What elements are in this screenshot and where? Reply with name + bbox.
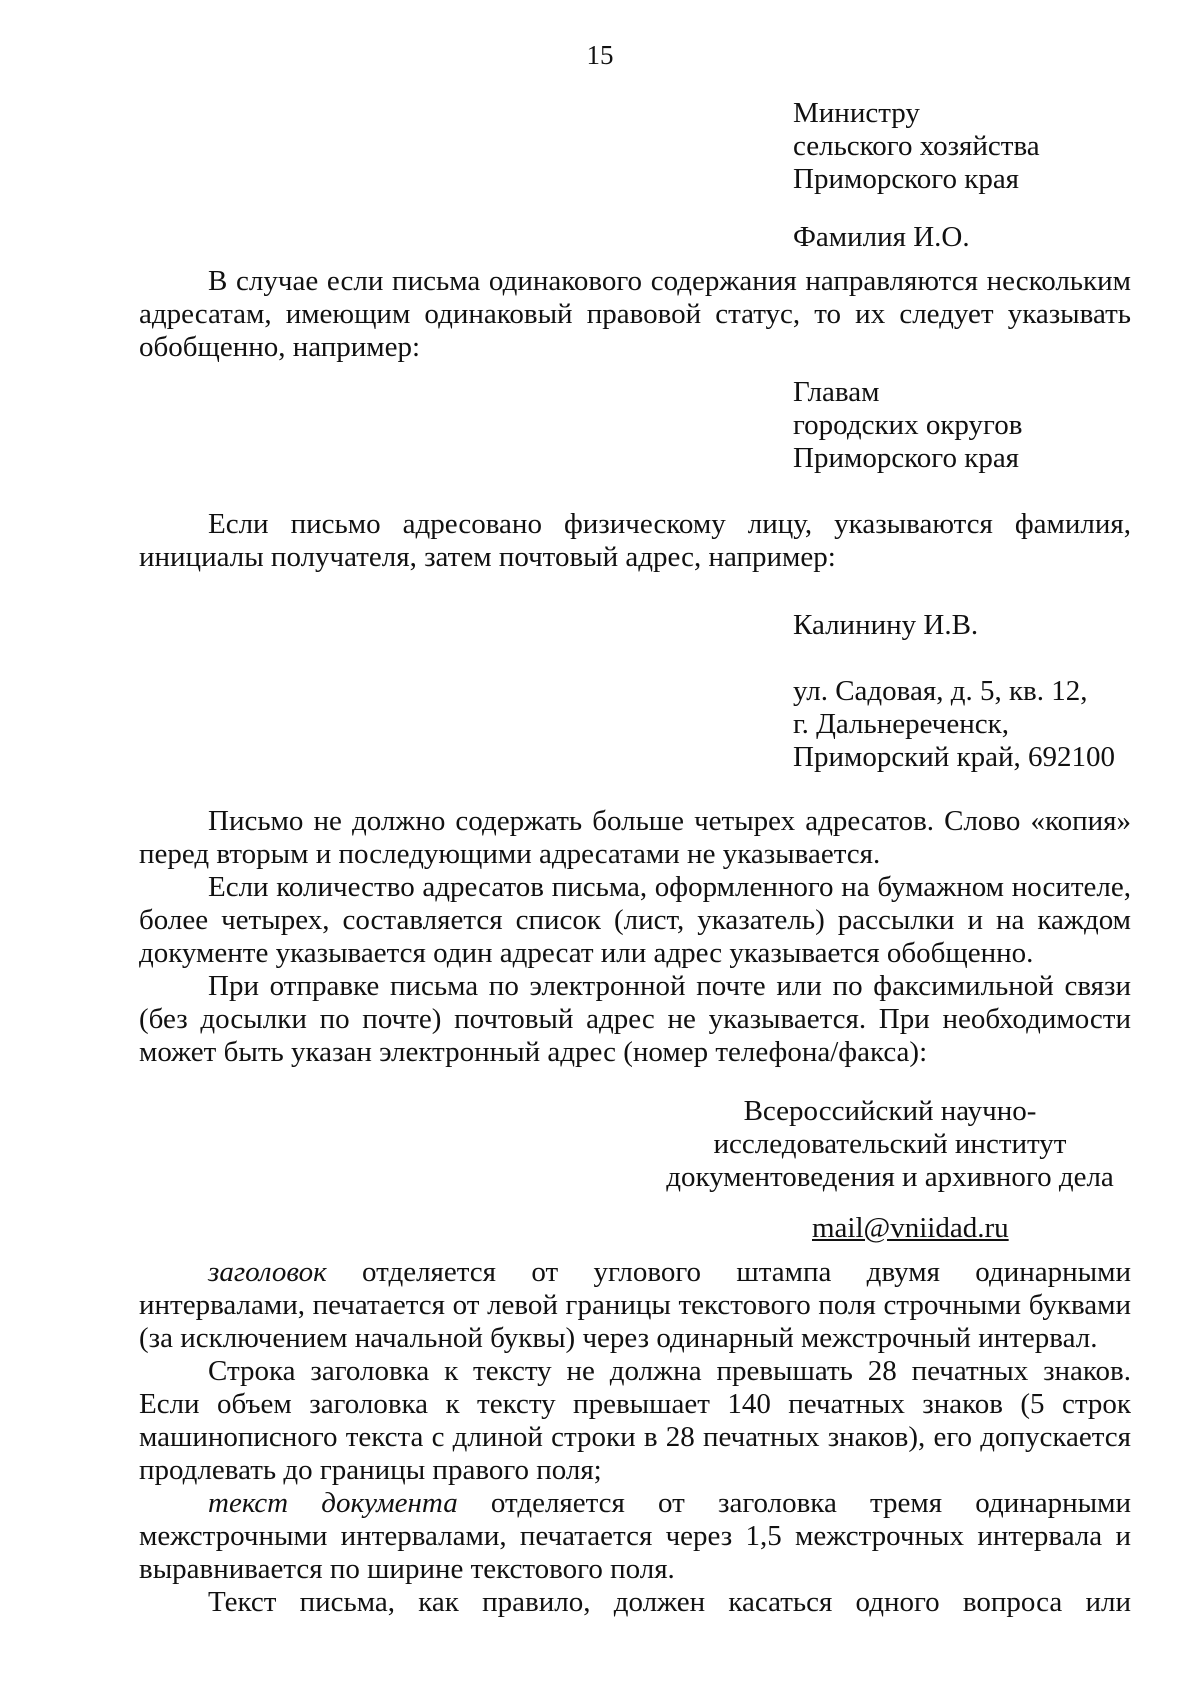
paragraph-limit — [139, 805, 1131, 871]
text-line — [139, 1256, 1131, 1289]
address-line: г. Дальнереченск, — [793, 708, 1009, 740]
text-line: продлевать до границы правого поля; — [139, 1454, 602, 1486]
text-line: может быть указан электронный адрес (номер телефона/факса): — [139, 1036, 928, 1068]
institute-email: mail@vniidad.ru — [812, 1212, 1009, 1244]
text-line: В случае если письма одинакового содержания направляются нескольким — [208, 265, 1131, 297]
text-line: машинописного текста с длиной строки в 28 печатных знаков), его допускается — [139, 1421, 1131, 1453]
addressee-line: Министру — [793, 97, 920, 129]
institute-addressee — [650, 1095, 1130, 1194]
institute-line: документоведения и архивного дела — [666, 1161, 1114, 1193]
paragraph-individual — [139, 508, 1131, 574]
addressee-line: Приморского края — [793, 442, 1020, 474]
paragraph-generic-addressees — [139, 265, 1131, 364]
text-line: Если количество адресатов письма, оформленного на бумажном носителе, — [208, 871, 1131, 903]
text-line: (за исключением начальной буквы) через одинарный межстрочный интервал. — [139, 1322, 1098, 1354]
minister-name: Фамилия И.О. — [793, 221, 970, 253]
text-line: Текст письма, как правило, должен касаться одного вопроса или — [208, 1586, 1131, 1618]
paragraph-more-addressees — [139, 871, 1131, 970]
addressee-line: Приморского края — [793, 163, 1020, 195]
text-line: При отправке письма по электронной почте или по факсимильной связи — [208, 970, 1131, 1002]
text-line: интервалами, печатается от левой границы текстового поля строчными буквами — [139, 1289, 1131, 1321]
paragraph-heading-length — [139, 1355, 1131, 1487]
paragraph-letter-text — [139, 1586, 1131, 1619]
individual-name: Калинину И.В. — [793, 609, 979, 641]
paragraph-heading — [139, 1256, 1131, 1355]
heading-term: заголовок — [208, 1256, 327, 1288]
text-term: текст документа — [208, 1487, 458, 1519]
text-line: Если письмо адресовано физическому лицу, указываются фамилия, — [208, 508, 1131, 540]
text-line: адресатам, имеющим одинаковый правовой статус, то их следует указывать — [139, 298, 1131, 330]
text-line: обобщенно, например: — [139, 331, 421, 363]
text-line: межстрочными интервалами, печатается через 1,5 межстрочных интервала и — [139, 1520, 1131, 1552]
text-fragment: отделяется от углового штампа двумя одинарными — [326, 1256, 1131, 1288]
page-number: 15 — [586, 40, 614, 70]
paragraph-email — [139, 970, 1131, 1069]
address-line: Приморский край, 692100 — [793, 741, 1116, 773]
individual-address — [793, 675, 1115, 774]
addressee-line: сельского хозяйства — [793, 130, 1040, 162]
addressee-minister — [793, 97, 1040, 196]
text-line: Письмо не должно содержать больше четырех адресатов. Слово «копия» — [208, 805, 1131, 837]
paragraph-document-text — [139, 1487, 1131, 1586]
text-line: перед вторым и последующими адресатами не указывается. — [139, 838, 881, 870]
text-line: Строка заголовка к тексту не должна превышать 28 печатных знаков. — [208, 1355, 1131, 1387]
text-line: Если объем заголовка к тексту превышает 140 печатных знаков (5 строк — [139, 1388, 1131, 1420]
address-line: ул. Садовая, д. 5, кв. 12, — [793, 675, 1088, 707]
text-line: инициалы получателя, затем почтовый адрес, например: — [139, 541, 836, 573]
text-line: документе указывается один адресат или адрес указывается обобщенно. — [139, 937, 1034, 969]
addressee-heads — [793, 376, 1022, 475]
text-line: более четырех, составляется список (лист, указатель) рассылки и на каждом — [139, 904, 1131, 936]
institute-line: Всероссийский научно- — [743, 1095, 1037, 1127]
text-fragment: отделяется от заголовка тремя одинарными — [457, 1487, 1131, 1519]
text-line: (без досылки по почте) почтовый адрес не указывается. При необходимости — [139, 1003, 1131, 1035]
institute-line: исследовательский институт — [713, 1128, 1067, 1160]
addressee-line: Главам — [793, 376, 880, 408]
addressee-line: городских округов — [793, 409, 1023, 441]
text-line: выравнивается по ширине текстового поля. — [139, 1553, 675, 1585]
text-line — [139, 1487, 1131, 1520]
